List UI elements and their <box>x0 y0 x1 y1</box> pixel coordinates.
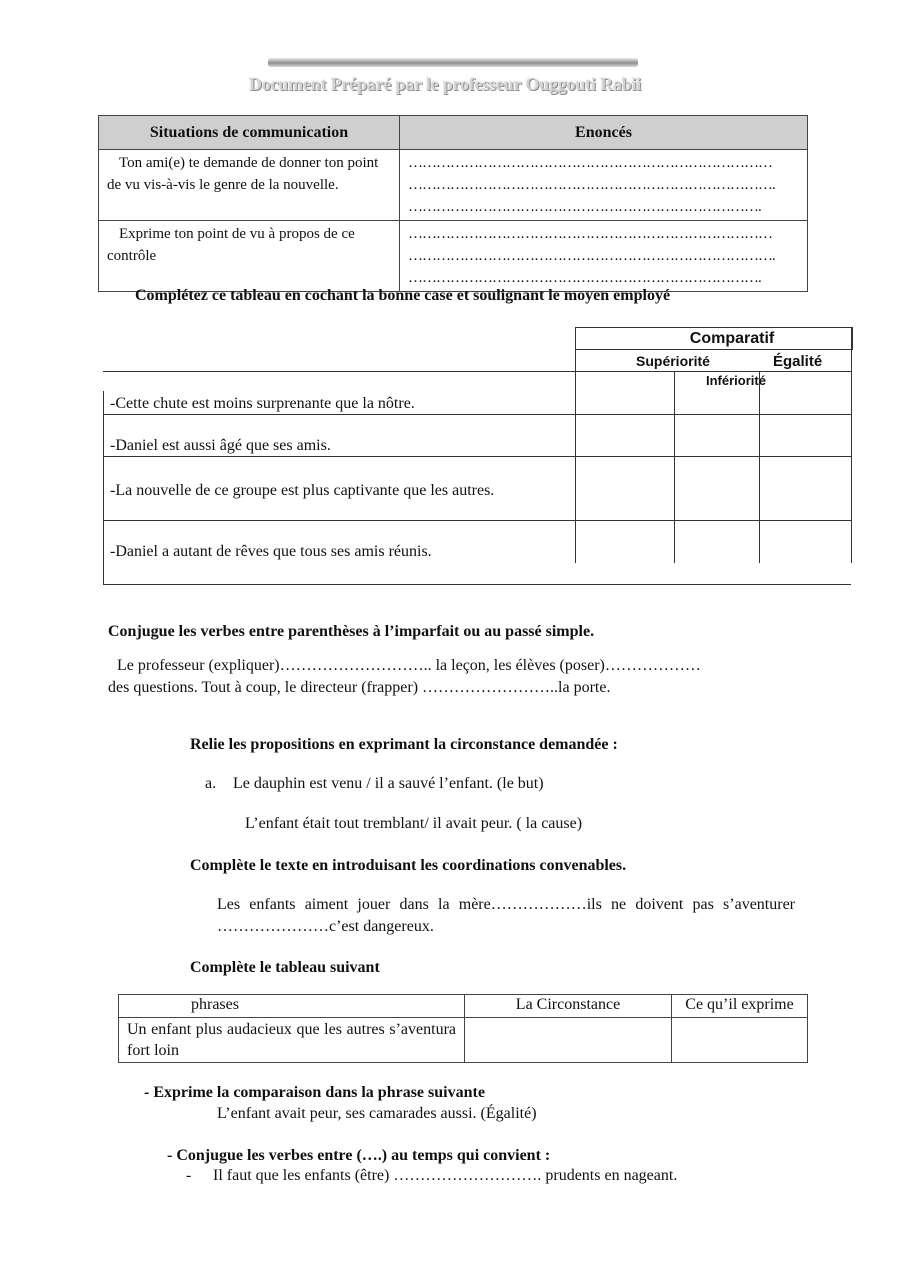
comparaison-sentence: L’enfant avait peur, ses camarades aussi. (Égalité) <box>217 1105 537 1122</box>
answer-line: …………………………………………………………………. <box>408 270 761 286</box>
conjugue-title: Conjugue les verbes entre parenthèses à l’imparfait ou au passé simple. <box>108 623 595 640</box>
table-header-situations: Situations de communication <box>99 116 400 150</box>
superiorite-label: Supériorité <box>636 353 710 369</box>
tableau-title: Complète le tableau suivant <box>190 959 380 976</box>
answer-cell-exprime[interactable] <box>672 1018 808 1063</box>
conjugue-title: - Conjugue les verbes entre (….) au temps qui convient : <box>167 1147 551 1164</box>
checkbox-cell-inferiorite[interactable] <box>760 372 851 414</box>
situation-cell: Exprime ton point de vu à propos de ce contrôle <box>99 221 400 292</box>
divider <box>851 327 852 563</box>
answer-line: …………………………………………………………………… <box>408 226 772 242</box>
egalite-label: Égalité <box>773 353 823 370</box>
answer-line: …………………………………………………………………. <box>408 199 761 215</box>
answer-cell-circonstance[interactable] <box>465 1018 672 1063</box>
header-decoration-bar <box>268 58 638 67</box>
circonstance-table <box>118 994 808 1063</box>
checkbox-cell-superiorite[interactable] <box>576 521 674 563</box>
conjugue-sentence: Il faut que les enfants (être) ………………………. prudents en nageant. <box>213 1167 678 1184</box>
coordination-text: Les enfants aiment jouer dans la mère………………ils ne doivent pas s’aventurer …………………c’est dangereux. <box>217 896 795 935</box>
comparatif-instruction: Complétez ce tableau en cochant la bonne case et soulignant le moyen employé <box>135 287 671 304</box>
checkbox-cell-egalite[interactable] <box>675 457 759 520</box>
coordination-title: Complète le texte en introduisant les coordinations convenables. <box>190 857 627 874</box>
checkbox-cell-superiorite[interactable] <box>576 457 674 520</box>
relie-item: Le dauphin est venu / il a sauvé l’enfant. (le but) <box>233 775 544 792</box>
table-header-circonstance: La Circonstance <box>465 995 672 1018</box>
answer-line: …………………………………………………………………… <box>408 155 772 171</box>
answer-line: ……………………………………………………………………. <box>408 248 775 264</box>
document-header: Document Préparé par le professeur Ouggouti Rabii <box>248 74 642 94</box>
comparatif-sentence: -Daniel est aussi âgé que ses amis. <box>110 437 331 454</box>
checkbox-cell-inferiorite[interactable] <box>760 457 851 520</box>
list-marker: - <box>186 1167 192 1184</box>
answer-cell[interactable] <box>400 150 808 221</box>
phrase-cell: Un enfant plus audacieux que les autres s’aventura fort loin <box>119 1018 465 1063</box>
inferiorite-label: Infériorité <box>706 373 766 388</box>
checkbox-cell-superiorite[interactable] <box>576 372 674 414</box>
list-marker: a. <box>205 775 217 792</box>
checkbox-cell-egalite[interactable] <box>675 415 759 456</box>
divider <box>103 391 104 584</box>
communication-table <box>98 115 808 292</box>
table-header-enonces: Enoncés <box>400 116 808 150</box>
answer-cell[interactable] <box>400 221 808 292</box>
checkbox-cell-egalite[interactable] <box>675 521 759 563</box>
conjugue-text-line: des questions. Tout à coup, le directeur (frapper) ……………………..la porte. <box>108 679 611 696</box>
comparatif-sentence: -Daniel a autant de rêves que tous ses amis réunis. <box>110 543 432 560</box>
conjugue-text-line: Le professeur (expliquer)……………………….. la leçon, les élèves (poser)……………… <box>117 657 701 674</box>
relie-title: Relie les propositions en exprimant la circonstance demandée : <box>190 736 618 753</box>
table-header-phrases: phrases <box>119 995 465 1018</box>
answer-line: ……………………………………………………………………. <box>408 177 775 193</box>
divider <box>575 349 851 350</box>
comparatif-title: Comparatif <box>689 330 775 347</box>
situation-cell: Ton ami(e) te demande de donner ton point de vu vis-à-vis le genre de la nouvelle. <box>99 150 400 221</box>
relie-item: L’enfant était tout tremblant/ il avait peur. ( la cause) <box>245 815 583 832</box>
comparaison-title: - Exprime la comparaison dans la phrase suivante <box>144 1084 485 1101</box>
checkbox-cell-superiorite[interactable] <box>576 415 674 456</box>
table-header-exprime: Ce qu’il exprime <box>672 995 808 1018</box>
checkbox-cell-inferiorite[interactable] <box>760 521 851 563</box>
checkbox-cell-inferiorite[interactable] <box>760 415 851 456</box>
divider <box>103 584 851 585</box>
comparatif-sentence: -Cette chute est moins surprenante que la nôtre. <box>110 395 415 412</box>
checkbox-cell-egalite[interactable] <box>675 372 759 414</box>
comparatif-sentence: -La nouvelle de ce groupe est plus captivante que les autres. <box>110 482 495 499</box>
